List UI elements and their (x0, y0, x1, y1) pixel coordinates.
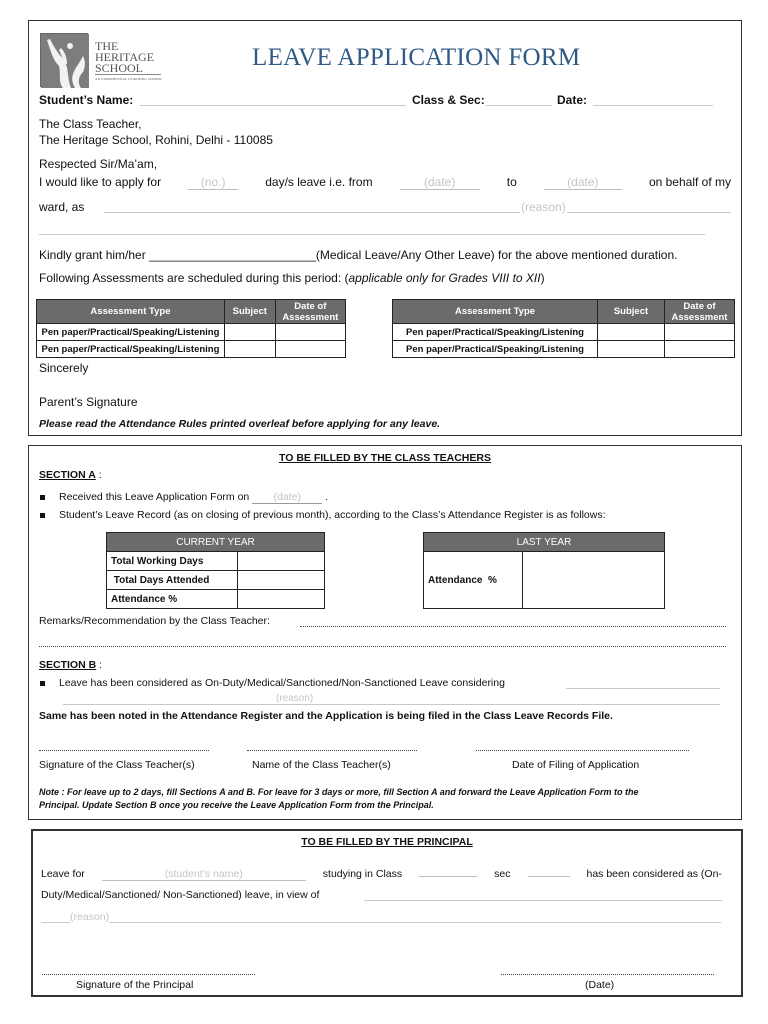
attendance-rules-note: Please read the Attendance Rules printed overleaf before applying for any leave. (39, 418, 441, 430)
header-assessment-type: Assessment Type (37, 300, 225, 324)
current-year-table (106, 532, 325, 609)
section-b-reason-field[interactable] (566, 688, 720, 689)
logo-text (95, 41, 162, 83)
section-a-label (39, 469, 102, 481)
from-date-field[interactable] (400, 175, 480, 190)
principal-line-1 (41, 866, 722, 881)
student-name-field[interactable] (140, 105, 406, 106)
principal-signature-field[interactable] (42, 974, 255, 975)
apply-prefix: I would like to apply for (39, 175, 162, 189)
total-days-attended-field[interactable] (238, 571, 325, 590)
principal-signature-label: Signature of the Principal (76, 979, 194, 991)
leave-for-text: Leave for (41, 868, 85, 880)
teacher-name-field[interactable] (247, 750, 417, 751)
sincerely: Sincerely (39, 361, 89, 375)
assessment-table-2 (392, 299, 735, 358)
class-teacher-heading: TO BE FILLED BY THE CLASS TEACHERS (279, 452, 491, 464)
table-cell-date[interactable] (665, 324, 735, 341)
from-date-placeholder: (date) (424, 175, 456, 189)
principal-reason-placeholder: (reason) (70, 911, 110, 923)
addressee-line-1: The Class Teacher, (39, 117, 142, 131)
ward-text: ward, as (39, 200, 85, 214)
received-date-field[interactable] (252, 491, 322, 504)
date-label: Date: (557, 93, 588, 107)
filing-date-label: Date of Filing of Application (512, 759, 640, 771)
section-b-label (39, 659, 102, 671)
attendance-pct-field[interactable] (238, 590, 325, 609)
row-label-total-working-days: Total Working Days (107, 552, 238, 571)
behalf-text: on behalf of my (648, 175, 731, 189)
header-date: Date of Assessment (275, 300, 345, 324)
table-cell-type: Pen paper/Practical/Speaking/Listening (37, 324, 225, 341)
leave-type-field[interactable]: _________________________ (149, 248, 316, 262)
section-a-colon: : (95, 469, 102, 481)
remarks-field[interactable] (300, 626, 726, 627)
header-subject: Subject (598, 300, 665, 324)
salutation: Respected Sir/Ma’am, (39, 157, 158, 171)
total-working-days-field[interactable] (238, 552, 325, 571)
principal-section (31, 829, 743, 997)
assessments-close: ) (540, 271, 545, 285)
last-year-header: LAST YEAR (424, 533, 665, 552)
logo-line-3: SCHOOL (95, 63, 161, 75)
principal-reason-field-line-2[interactable] (41, 922, 721, 923)
teacher-name-label: Name of the Class Teacher(s) (252, 759, 391, 771)
grant-prefix: Kindly grant him/her (39, 248, 146, 262)
header-subject: Subject (224, 300, 275, 324)
table-cell-date[interactable] (665, 341, 735, 358)
logo-line-2: HERITAGE (95, 50, 155, 64)
principal-reason-field[interactable] (364, 900, 722, 901)
student-name-placeholder: (student’s name) (164, 868, 243, 880)
noted-text: Same has been noted in the Attendance Register and the Application is being filed in the Class Leave Records File. (39, 710, 613, 722)
section-b-title: SECTION B (39, 659, 97, 671)
sec-text: sec (494, 868, 511, 880)
teacher-signature-field[interactable] (39, 750, 209, 751)
table-cell-type: Pen paper/Practical/Speaking/Listening (393, 324, 598, 341)
student-name-label: Student’s Name: (39, 93, 134, 107)
principal-heading: TO BE FILLED BY THE PRINCIPAL (301, 836, 473, 848)
assessments-text: Following Assessments are scheduled during this period: ( (39, 271, 349, 285)
considered-as-text: has been considered as (On- (586, 868, 722, 880)
bullet-icon (40, 495, 45, 500)
table-cell-subject[interactable] (224, 324, 275, 341)
header-date: Date of Assessment (665, 300, 735, 324)
teacher-note-line-1: Note : For leave up to 2 days, fill Sections A and B. For leave for 3 days or more, fill Section A and forward the Leave Application Form to the (39, 787, 639, 797)
record-line (40, 509, 606, 521)
parent-signature-label: Parent’s Signature (39, 395, 138, 409)
considered-line (40, 677, 505, 689)
school-logo (40, 33, 88, 87)
principal-student-name-field[interactable] (102, 868, 306, 881)
reason-field-line-2[interactable] (39, 234, 705, 235)
class-sec-field[interactable] (486, 105, 552, 106)
principal-date-field[interactable] (501, 974, 714, 975)
logo-hands-icon (41, 34, 89, 88)
received-date-placeholder: (date) (273, 491, 301, 503)
days-text: day/s leave i.e. from (265, 175, 373, 189)
teacher-note-line-2: Principal. Update Section B once you receive the Leave Application Form from the Principal. (39, 800, 434, 810)
teacher-signature-label: Signature of the Class Teacher(s) (39, 759, 195, 771)
table-cell-date[interactable] (275, 324, 345, 341)
considered-text: Leave has been considered as On-Duty/Medical/Sanctioned/Non-Sanctioned Leave considering (59, 677, 505, 689)
date-field[interactable] (593, 105, 713, 106)
bullet-icon (40, 681, 45, 686)
table-cell-date[interactable] (275, 341, 345, 358)
principal-date-label: (Date) (585, 979, 615, 991)
current-year-header: CURRENT YEAR (107, 533, 325, 552)
received-line: Received this Leave Application Form on (date) . (40, 491, 328, 504)
section-b-colon: : (96, 659, 103, 671)
record-text: Student’s Leave Record (as on closing of previous month), according to the Class’s Attendance Register is as follows: (59, 509, 606, 521)
assessments-line (39, 271, 545, 285)
apply-line (39, 175, 731, 190)
assessment-table-1 (36, 299, 346, 358)
section-b-reason-field-line-2[interactable] (63, 704, 720, 705)
bullet-icon (40, 513, 45, 518)
last-year-table (423, 532, 665, 609)
reason-placeholder: (reason) (521, 200, 566, 214)
addressee-line-2: The Heritage School, Rohini, Delhi - 110085 (39, 133, 273, 147)
header-assessment-type: Assessment Type (393, 300, 598, 324)
no-placeholder: (no.) (200, 175, 226, 189)
assessments-italic: applicable only for Grades VIII to XII (348, 271, 541, 285)
table-cell-subject[interactable] (598, 324, 665, 341)
row-label-total-days-attended: Total Days Attended (107, 571, 238, 590)
table-cell-type: Pen paper/Practical/Speaking/Listening (37, 341, 225, 358)
principal-line-2: Duty/Medical/Sanctioned/ Non-Sanctioned) leave, in view of (41, 889, 320, 901)
row-label-attendance-pct: Attendance % (107, 590, 238, 609)
studying-in-text: studying in Class (322, 868, 403, 880)
section-a-title: SECTION A (39, 469, 96, 481)
table-cell-subject[interactable] (224, 341, 275, 358)
page-title: LEAVE APPLICATION FORM (252, 44, 581, 71)
logo-tagline: AN EXPERIENTIAL LEARNING SCHOOL (95, 77, 163, 81)
remarks-field-line-2[interactable] (39, 646, 726, 647)
reason-field[interactable] (104, 212, 731, 213)
last-year-attendance-field[interactable] (523, 552, 665, 609)
class-sec-label: Class & Sec: (412, 93, 485, 107)
row-label-last-year-attendance: Attendance % (424, 552, 523, 609)
to-date-placeholder: (date) (567, 175, 599, 189)
principal-class-field[interactable] (419, 866, 477, 877)
to-date-field[interactable] (544, 175, 622, 190)
grant-suffix: (Medical Leave/Any Other Leave) for the above mentioned duration. (315, 248, 678, 262)
remarks-label: Remarks/Recommendation by the Class Teacher: (39, 615, 270, 627)
no-of-days-field[interactable] (188, 175, 238, 190)
to-text: to (506, 175, 517, 189)
grant-line (39, 248, 677, 262)
filing-date-field[interactable] (476, 750, 689, 751)
logo-line-1: THE (95, 39, 119, 53)
principal-sec-field[interactable] (528, 866, 570, 877)
table-cell-type: Pen paper/Practical/Speaking/Listening (393, 341, 598, 358)
received-text: Received this Leave Application Form on (59, 491, 250, 503)
section-b-reason-placeholder: (reason) (276, 693, 314, 704)
table-cell-subject[interactable] (598, 341, 665, 358)
